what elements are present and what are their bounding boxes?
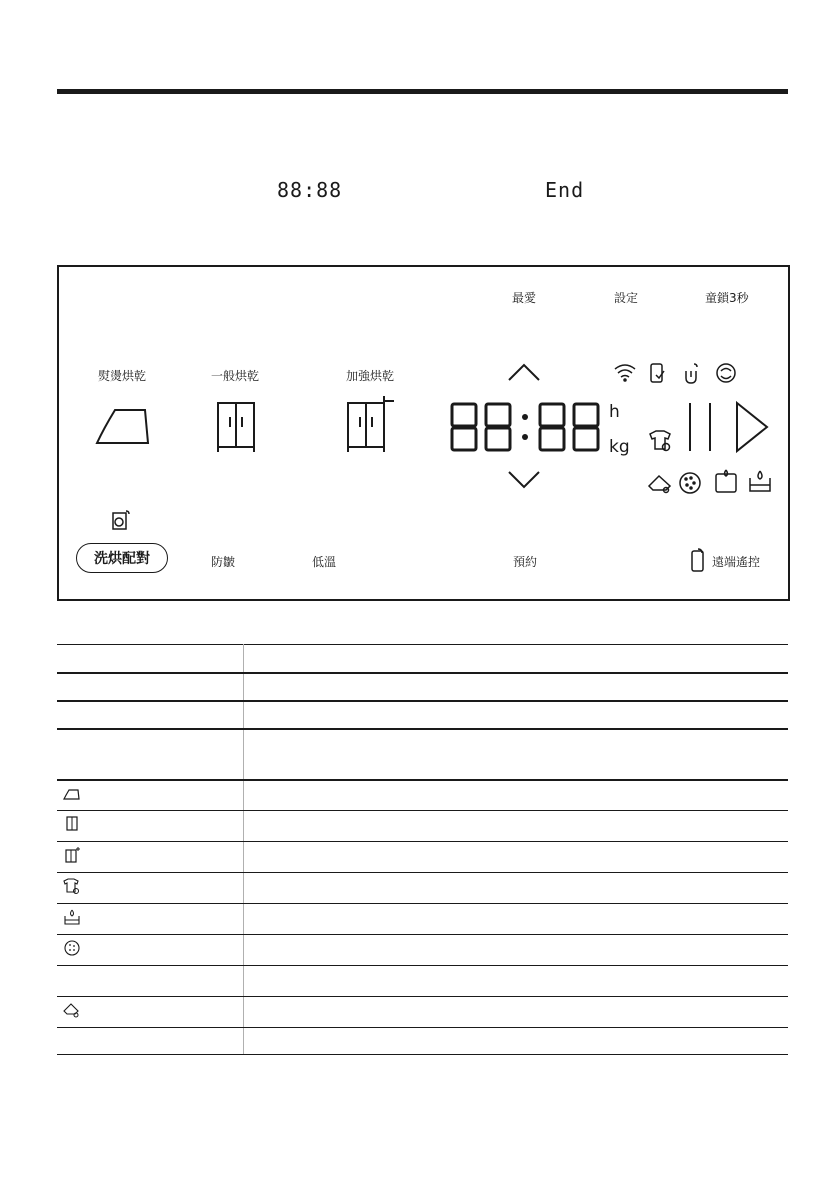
phone-icon: [692, 549, 703, 571]
table-row: [57, 1028, 788, 1055]
program-cupboard-dry[interactable]: 一般烘乾: [211, 369, 260, 383]
start-icon: [737, 403, 767, 451]
cupboard-plus-icon: [348, 396, 394, 452]
table-row: [57, 780, 788, 811]
table-row: [57, 645, 788, 673]
program-extra-dry[interactable]: 加強烘乾: [346, 369, 395, 383]
table-row: [57, 935, 788, 966]
program-iron-dry[interactable]: 熨燙烘乾: [98, 369, 147, 383]
condenser-icon: [716, 470, 736, 492]
iron-icon: [97, 410, 148, 443]
table-row: [57, 904, 788, 935]
refresh-icon: [717, 364, 735, 382]
chevron-up-icon: [509, 365, 539, 380]
kg-unit: kg: [609, 437, 630, 457]
child-lock-button[interactable]: 童鎖3秒: [705, 291, 749, 305]
filter-icon: [63, 939, 81, 957]
table-row: [57, 873, 788, 904]
water-tank-icon: [63, 909, 81, 925]
settings-button[interactable]: 設定: [614, 291, 639, 305]
filter-icon: [680, 473, 700, 493]
remote-start-button[interactable]: 遠端遙控: [712, 555, 761, 569]
favorite-button[interactable]: 最愛: [512, 291, 537, 305]
table-row: [57, 701, 788, 729]
iron-icon: [63, 787, 81, 801]
remote-hand-icon: [686, 364, 697, 383]
cupboard-icon: [63, 816, 81, 832]
legend-table: [57, 644, 788, 1055]
table-row: [57, 966, 788, 997]
table-row: [57, 673, 788, 701]
shirt-plus-icon: [650, 431, 670, 451]
wash-dry-pair-button[interactable]: 洗烘配對: [76, 543, 168, 573]
end-display-example: End: [545, 178, 585, 202]
washer-pair-icon: [113, 511, 129, 529]
table-row: [57, 729, 788, 780]
table-row: [57, 997, 788, 1028]
table-row: [57, 842, 788, 873]
chevron-down-icon: [509, 472, 539, 487]
time-display-example: 88:88: [277, 178, 343, 202]
low-temp-button[interactable]: 低溫: [312, 555, 337, 569]
table-row: [57, 811, 788, 842]
empty-container-icon: [63, 1002, 81, 1018]
hours-unit: h: [609, 402, 620, 422]
cupboard-plus-icon: [63, 847, 81, 863]
empty-container-icon: [649, 476, 670, 493]
water-tank-icon: [750, 471, 770, 491]
anti-crease-button[interactable]: 防皺: [211, 555, 236, 569]
shirt-plus-icon: [63, 877, 81, 895]
cupboard-icon: [218, 403, 254, 452]
digit-display: [452, 404, 598, 450]
wifi-icon: [615, 365, 635, 381]
phone-check-icon: [651, 364, 664, 382]
delay-start-button[interactable]: 預約: [513, 555, 538, 569]
